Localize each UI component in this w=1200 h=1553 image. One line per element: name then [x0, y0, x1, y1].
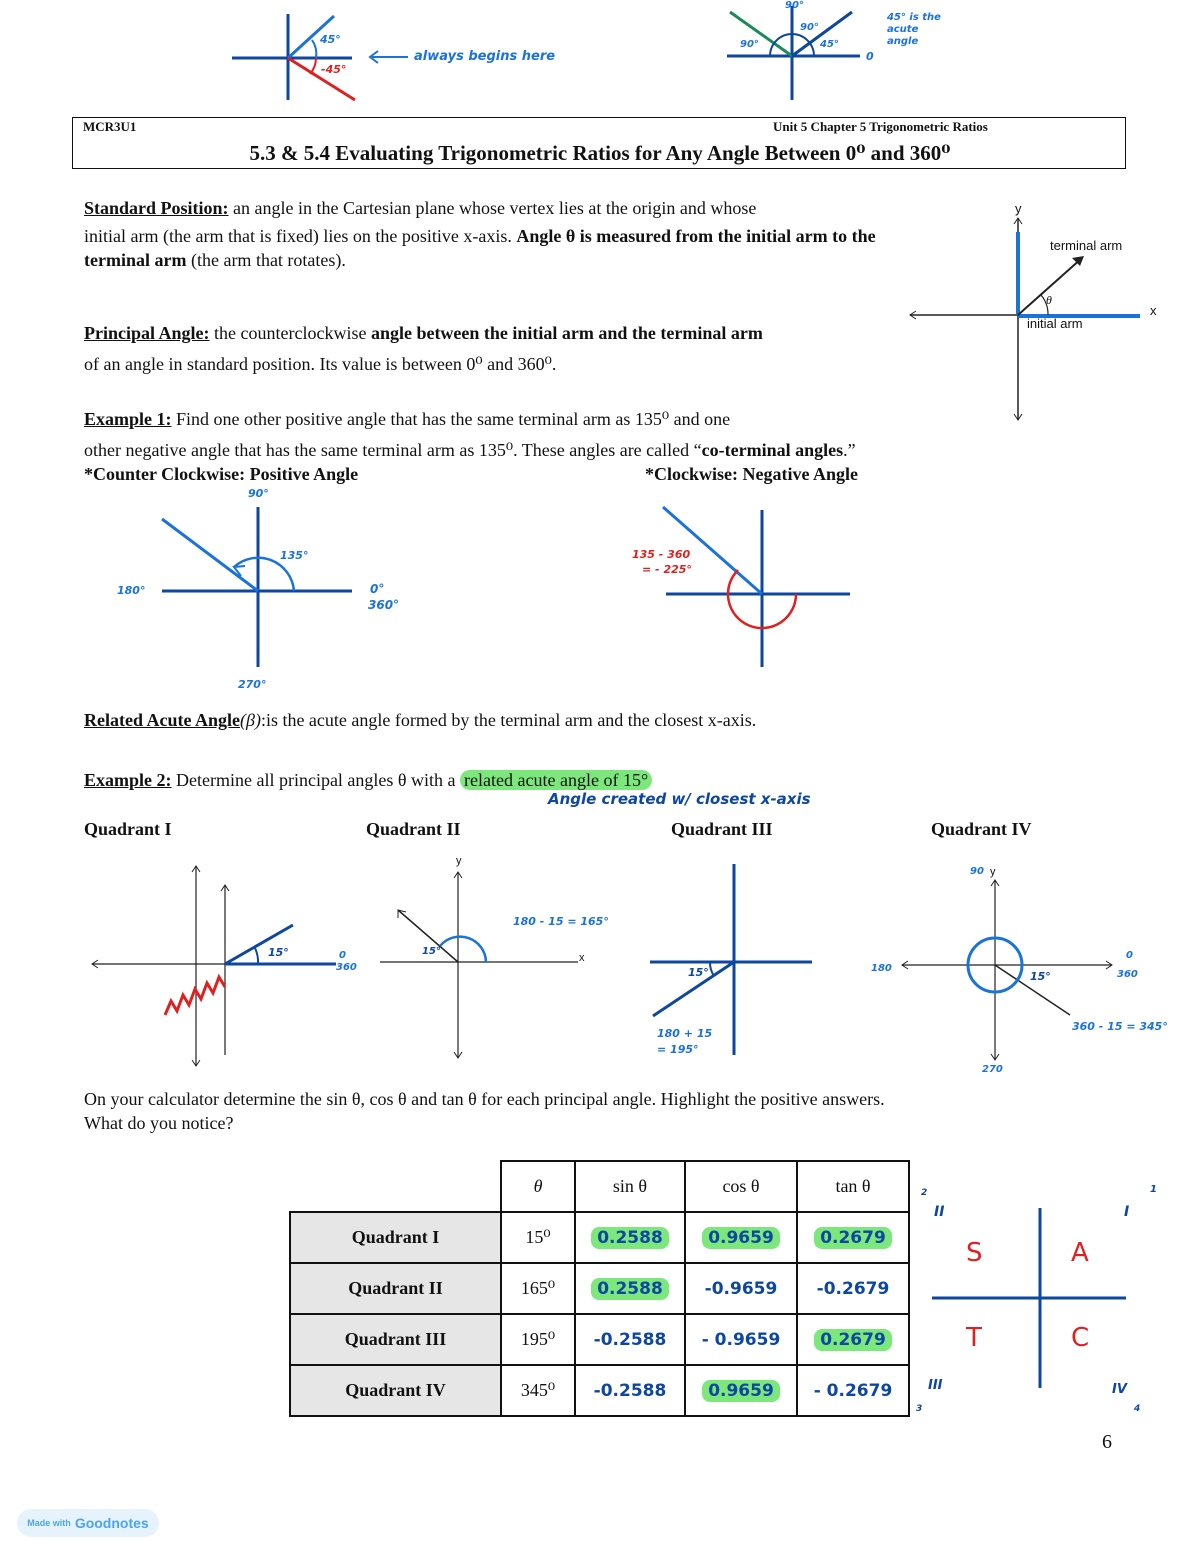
- note-neg45: -45°: [321, 63, 347, 76]
- q2-calc: 180 - 15 = 165°: [513, 915, 609, 928]
- note-mid-90top: 90°: [785, 0, 804, 11]
- cell-cos: - 0.9659: [701, 1329, 781, 1350]
- principal-angle-line2: of an angle in standard position. Its value is between 0⁰ and 360⁰.: [84, 354, 557, 374]
- cast-q2: II: [934, 1204, 945, 1220]
- standard-position-term: Standard Position:: [84, 198, 229, 218]
- related-acute-text: [84, 708, 984, 732]
- cast-a: A: [1071, 1238, 1089, 1268]
- cell-sin: 0.2588: [591, 1278, 669, 1300]
- example2-note: Angle created w/ closest x-axis: [548, 790, 811, 808]
- quadrant-4-label: Quadrant IV: [931, 819, 1032, 839]
- cast-n4: 4: [1134, 1404, 1141, 1414]
- q2-angle: 15°: [422, 946, 441, 957]
- cast-n3: 3: [916, 1404, 923, 1414]
- unit-label: Unit 5 Chapter 5 Trigonometric Ratios: [773, 119, 988, 134]
- table-header-row: [290, 1161, 909, 1212]
- q2-y: y: [456, 855, 462, 867]
- q3-calc2: = 195°: [657, 1043, 699, 1056]
- goodnotes-logo-text: Goodnotes: [74, 1515, 149, 1531]
- q3-calc1: 180 + 15: [657, 1027, 713, 1040]
- coterminal-term: co-terminal angles: [701, 440, 844, 460]
- example1-term: Example 1:: [84, 409, 172, 429]
- example2-term: Example 2:: [84, 770, 172, 790]
- header-theta: θ: [501, 1161, 575, 1212]
- q1-0: 0: [339, 950, 346, 961]
- header-box: [72, 117, 1126, 169]
- calculator-text: [84, 1087, 1134, 1135]
- quadrant-2-label: Quadrant II: [366, 819, 461, 839]
- theta-label: θ: [1046, 293, 1052, 307]
- quadrant-1-label: Quadrant I: [84, 819, 172, 839]
- example2-line: Determine all principal angles θ with a: [171, 770, 461, 790]
- standard-position-line1: an angle in the Cartesian plane whose vertex lies at the origin and whose: [228, 198, 757, 218]
- ex1-90: 90°: [248, 487, 269, 500]
- cell-cos: 0.9659: [702, 1380, 780, 1402]
- page-title: 5.3 & 5.4 Evaluating Trigonometric Ratios for Any Angle Between 0⁰ and 360⁰: [249, 141, 951, 165]
- goodnotes-badge: [17, 1509, 159, 1537]
- cast-t: T: [966, 1323, 982, 1353]
- note-mid-90: 90°: [800, 22, 819, 33]
- cell-sin: -0.2588: [593, 1380, 667, 1401]
- row-angle: 345⁰: [501, 1365, 575, 1416]
- cast-diagram: [0, 0, 1, 1]
- example2-highlight: related acute angle of 15°: [460, 770, 652, 790]
- cell-sin: 0.2588: [591, 1227, 669, 1249]
- terminal-arm-label: terminal arm: [1050, 238, 1123, 253]
- ex1-calc1: 135 - 360: [632, 548, 691, 561]
- q3-angle: 15°: [688, 966, 709, 979]
- ex1-135: 135°: [280, 549, 309, 562]
- q4-360: 360: [1117, 969, 1138, 980]
- principal-angle-text: [84, 321, 904, 376]
- row-angle: 15⁰: [501, 1212, 575, 1263]
- calculator-line1: On your calculator determine the sin θ, cos θ and tan θ for each principal angle. Highlight the positive answers.: [84, 1089, 885, 1109]
- cell-tan: - 0.2679: [813, 1380, 893, 1401]
- standard-position-text: [84, 196, 884, 272]
- header-sin: sin θ: [575, 1161, 685, 1212]
- row-angle: 195⁰: [501, 1314, 575, 1365]
- header-cos: cos θ: [685, 1161, 797, 1212]
- cast-n1: 1: [1150, 1184, 1157, 1195]
- row-quadrant: Quadrant III: [290, 1314, 501, 1365]
- cast-n2: 2: [921, 1188, 928, 1198]
- related-acute-def: :is the acute angle formed by the terminal arm and the closest x-axis.: [260, 710, 757, 730]
- beta-symbol: (β): [239, 710, 261, 730]
- ex1-180: 180°: [117, 584, 146, 597]
- axis-y-label: y: [1015, 201, 1022, 216]
- q2-x: x: [579, 952, 585, 964]
- note-45: 45°: [320, 33, 341, 46]
- q4-180: 180: [871, 963, 892, 974]
- table-row: [290, 1314, 909, 1365]
- note-mid-90left: 90°: [740, 39, 759, 50]
- row-angle: 165⁰: [501, 1263, 575, 1314]
- ratios-table: [289, 1160, 910, 1417]
- cw-label: *Clockwise: Negative Angle: [645, 464, 858, 484]
- quadrant-3-label: Quadrant III: [671, 819, 773, 839]
- cell-tan: -0.2679: [816, 1278, 890, 1299]
- ex1-360: 360°: [368, 598, 400, 612]
- q1-360: 360: [336, 962, 357, 973]
- example1-line1: Find one other positive angle that has the same terminal arm as 135⁰ and one: [171, 409, 731, 429]
- table-row: [290, 1263, 909, 1314]
- cast-q3: III: [928, 1378, 943, 1393]
- standard-position-line3: (the arm that rotates).: [186, 250, 346, 270]
- cell-sin: -0.2588: [593, 1329, 667, 1350]
- cell-tan: 0.2679: [814, 1329, 892, 1351]
- calculator-line2: What do you notice?: [84, 1113, 234, 1133]
- q4-calc: 360 - 15 = 345°: [1072, 1020, 1168, 1033]
- table-row: [290, 1365, 909, 1416]
- example1-line2: other negative angle that has the same terminal arm as 135⁰. These angles are called “: [84, 440, 702, 460]
- ex1-270: 270°: [238, 678, 267, 691]
- ccw-label: *Counter Clockwise: Positive Angle: [84, 464, 359, 484]
- related-acute-term: Related Acute Angle: [84, 710, 240, 730]
- row-quadrant: Quadrant II: [290, 1263, 501, 1314]
- ex1-0: 0°: [370, 582, 385, 596]
- made-with-text: Made with: [27, 1518, 71, 1528]
- standard-position-line2: initial arm (the arm that is fixed) lies on the positive x-axis.: [84, 226, 512, 246]
- q4-y: y: [990, 866, 996, 878]
- cast-c: C: [1071, 1323, 1090, 1353]
- row-quadrant: Quadrant I: [290, 1212, 501, 1263]
- course-code: MCR3U1: [83, 119, 137, 134]
- principal-angle-term: Principal Angle:: [84, 323, 210, 343]
- principal-angle-bold: angle between the initial arm and the terminal arm: [370, 323, 763, 343]
- standard-position-bold: Angle θ is measured from the initial arm to the terminal arm: [84, 226, 876, 270]
- cast-q1: I: [1124, 1204, 1130, 1220]
- cell-cos: 0.9659: [702, 1227, 780, 1249]
- note-always-begins: always begins here: [414, 49, 556, 64]
- q1-angle: 15°: [268, 946, 289, 959]
- cast-q4: IV: [1112, 1382, 1127, 1397]
- header-tan: tan θ: [797, 1161, 909, 1212]
- q4-270: 270: [982, 1064, 1003, 1075]
- table-corner: [290, 1161, 501, 1212]
- principal-angle-line1: the counterclockwise: [209, 323, 371, 343]
- q4-0: 0: [1126, 950, 1133, 961]
- ex1-calc2: = - 225°: [642, 563, 692, 576]
- row-quadrant: Quadrant IV: [290, 1365, 501, 1416]
- note-mid-45: 45°: [820, 39, 839, 50]
- table-row: [290, 1212, 909, 1263]
- example1-text: [84, 407, 1084, 462]
- axis-x-label: x: [1150, 303, 1157, 318]
- q4-90: 90: [970, 866, 984, 877]
- example1-end: .”: [843, 440, 856, 460]
- initial-arm-label: initial arm: [1027, 316, 1083, 331]
- cast-s: S: [966, 1238, 983, 1268]
- cell-tan: 0.2679: [814, 1227, 892, 1249]
- example2-text: [84, 768, 984, 792]
- note-mid-0: 0: [866, 50, 874, 63]
- page-number: 6: [1102, 1431, 1112, 1453]
- q4-angle: 15°: [1030, 970, 1051, 983]
- note-acute: 45° is the acute angle: [887, 12, 941, 47]
- cell-cos: -0.9659: [704, 1278, 778, 1299]
